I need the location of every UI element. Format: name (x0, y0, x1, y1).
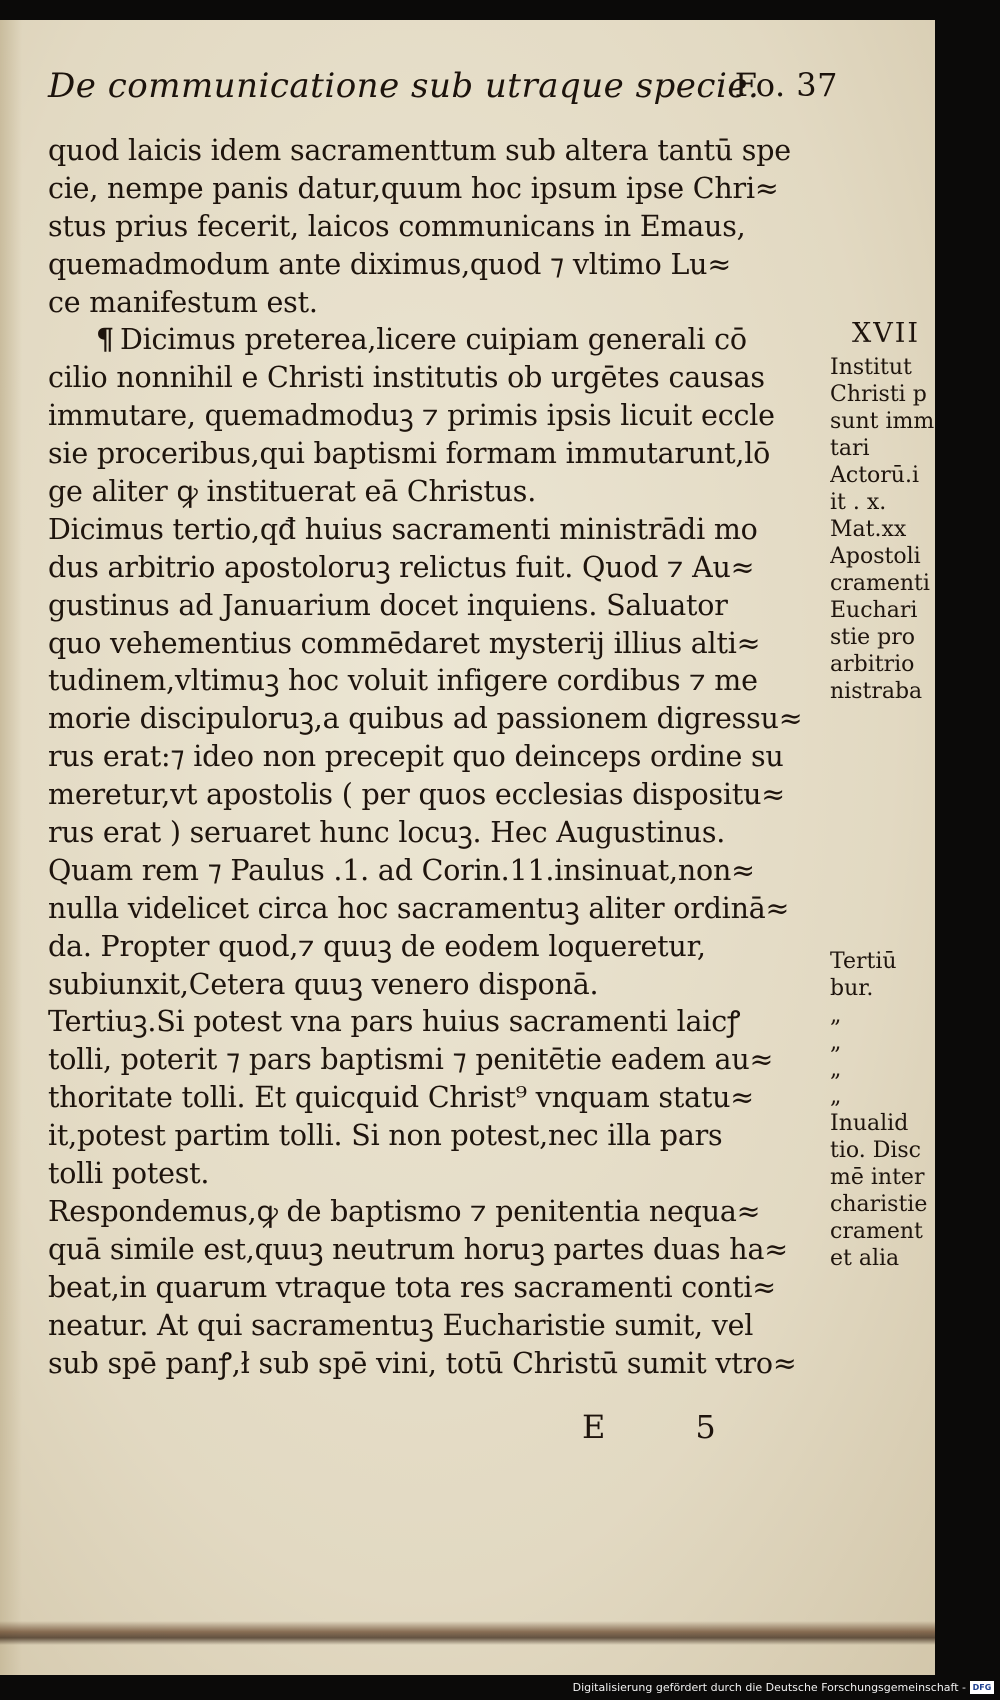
text-line: beat,in quarum vtraque tota res sacramenti conti≈ (48, 1270, 776, 1304)
text-line: it,potest partim tolli. Si non potest,nec illa pars (48, 1119, 723, 1153)
margin-note: it . x. (830, 490, 887, 515)
text-line: thoritate tolli. Et quicquid Christ⁹ vnquam statu≈ (48, 1081, 754, 1115)
text-line: nulla videlicet circa hoc sacramentuꝫ aliter ordinā≈ (48, 891, 790, 925)
text-line: meretur,vt apostolis ( per quos ecclesias dispositu≈ (48, 778, 785, 812)
margin-note-blank (830, 840, 935, 867)
margin-note: bur. (830, 976, 874, 1001)
margin-note: Apostoli (830, 544, 921, 569)
margin-note-blank (830, 705, 935, 732)
margin-note: mē inter (830, 1165, 925, 1190)
text-line: gustinus ad Januarium docet inquiens. Saluator (48, 588, 728, 622)
pilcrow-mark: ¶ (96, 322, 114, 357)
digitization-credit-bar (0, 1676, 1000, 1700)
margin-note: Christi p (830, 382, 927, 407)
margin-note: sunt imm (830, 409, 935, 434)
text-line: Dicimus tertio,qđ huius sacramenti ministrādi mo (48, 512, 758, 546)
text-line: quo vehementius commēdaret mysterij illius alti≈ (48, 626, 761, 660)
text-line: quemadmodum ante diximus,quod ⁊ vltimo Lu≈ (48, 247, 732, 281)
margin-note: tari (830, 436, 870, 461)
margin-quote-mark: „ (830, 1003, 842, 1028)
running-title: De communicatione sub utraque specie. (48, 66, 760, 106)
margin-note-blank (830, 786, 935, 813)
margin-note: Inualid (830, 1111, 909, 1136)
margin-note: crament (830, 1219, 923, 1244)
text-line: Quam rem ⁊ Paulus .1. ad Corin.11.insinuat,non≈ (48, 853, 755, 887)
signature-letter: E (582, 1408, 696, 1446)
text-line: tudinem,vltimuꝫ hoc voluit infigere cordibus ⁊ me (48, 664, 758, 698)
text-line: da. Propter quod,⁊ quuꝫ de eodem loqueretur, (48, 929, 706, 963)
margin-quote-mark: „ (830, 1030, 842, 1055)
text-line: immutare, quemadmoduꝫ ⁊ primis ipsis licuit eccle (48, 399, 775, 433)
text-line: tolli, poterit ⁊ pars baptismi ⁊ penitētie eadem au≈ (48, 1043, 774, 1077)
margin-note-blank (830, 732, 935, 759)
text-line-paragraph-start (48, 321, 830, 359)
text-line: Tertiuꝫ.Si potest vna pars huius sacramenti laicꝭ (48, 1005, 741, 1039)
main-text-block (48, 132, 830, 1382)
text-line: quā simile est,quuꝫ neutrum horuꝫ partes duas ha≈ (48, 1232, 788, 1266)
signature-number: 5 (695, 1408, 806, 1446)
running-header (48, 66, 838, 118)
page-gutter-shadow (0, 20, 22, 1675)
text-line: cie, nempe panis datur,quum hoc ipsum ipse Chri≈ (48, 171, 779, 205)
margin-note-blank (830, 867, 935, 894)
text-line: tolli potest. (48, 1157, 210, 1191)
text-line: dus arbitrio apostoloruꝫ relictus fuit. Quod ⁊ Au≈ (48, 550, 755, 584)
margin-note-blank (830, 921, 935, 948)
dfg-logo: DFG (970, 1681, 994, 1694)
signature-mark (582, 1408, 806, 1446)
margin-note: tio. Disc (830, 1138, 922, 1163)
margin-note: Actorū.i (830, 463, 920, 488)
text-line: morie discipuloruꝫ,a quibus ad passionem digressu≈ (48, 702, 803, 736)
margin-note: cramenti (830, 571, 930, 596)
margin-note: charistie (830, 1192, 928, 1217)
margin-note-blank (830, 894, 935, 921)
margin-note: Mat.xx (830, 517, 907, 542)
text-line: rus erat ) seruaret hunc locuꝫ. Hec Augustinus. (48, 816, 726, 850)
margin-note: Tertiū (830, 949, 897, 974)
text-line: Respondemus,ꝙ de baptismo ⁊ penitentia nequa≈ (48, 1194, 761, 1228)
marginal-notes (830, 320, 935, 1272)
text-line: subiunxit,Cetera quuꝫ venero disponā. (48, 967, 599, 1001)
margin-note: Institut (830, 355, 912, 380)
text-line: stus prius fecerit, laicos communicans in Emaus, (48, 209, 746, 243)
text-line-content: Dicimus preterea,licere cuipiam generali cō (119, 323, 747, 357)
margin-note-blank (830, 759, 935, 786)
credit-text: Digitalisierung gefördert durch die Deutsche Forschungsgemeinschaft - (572, 1681, 966, 1694)
text-line: neatur. At qui sacramentuꝫ Eucharistie sumit, vel (48, 1308, 754, 1342)
text-line: sie proceribus,qui baptismi formam immutarunt,lō (48, 437, 771, 471)
page-bottom-stain (0, 1621, 935, 1645)
book-page (0, 20, 935, 1675)
folio-number: Fo. 37 (734, 66, 838, 104)
margin-note: stie pro (830, 625, 916, 650)
margin-note-blank (830, 813, 935, 840)
text-line: rus erat:⁊ ideo non precepit quo deinceps ordine su (48, 740, 784, 774)
margin-note: nistraba (830, 679, 923, 704)
text-line: cilio nonnihil e Christi institutis ob urgētes causas (48, 361, 765, 395)
text-line: quod laicis idem sacramenttum sub altera tantū spe (48, 134, 791, 167)
margin-note: Euchari (830, 598, 918, 623)
text-line: ce manifestum est. (48, 285, 318, 319)
margin-note-numeral: XVII (852, 320, 921, 349)
margin-quote-mark: „ (830, 1057, 842, 1082)
margin-note: arbitrio (830, 652, 915, 677)
text-line: ge aliter ꝙ instituerat eā Christus. (48, 475, 537, 509)
margin-quote-mark: „ (830, 1084, 842, 1109)
margin-note: et alia (830, 1246, 900, 1271)
text-line: sub spē panꝭ,ł sub spē vini, totū Christū sumit vtro≈ (48, 1346, 797, 1380)
